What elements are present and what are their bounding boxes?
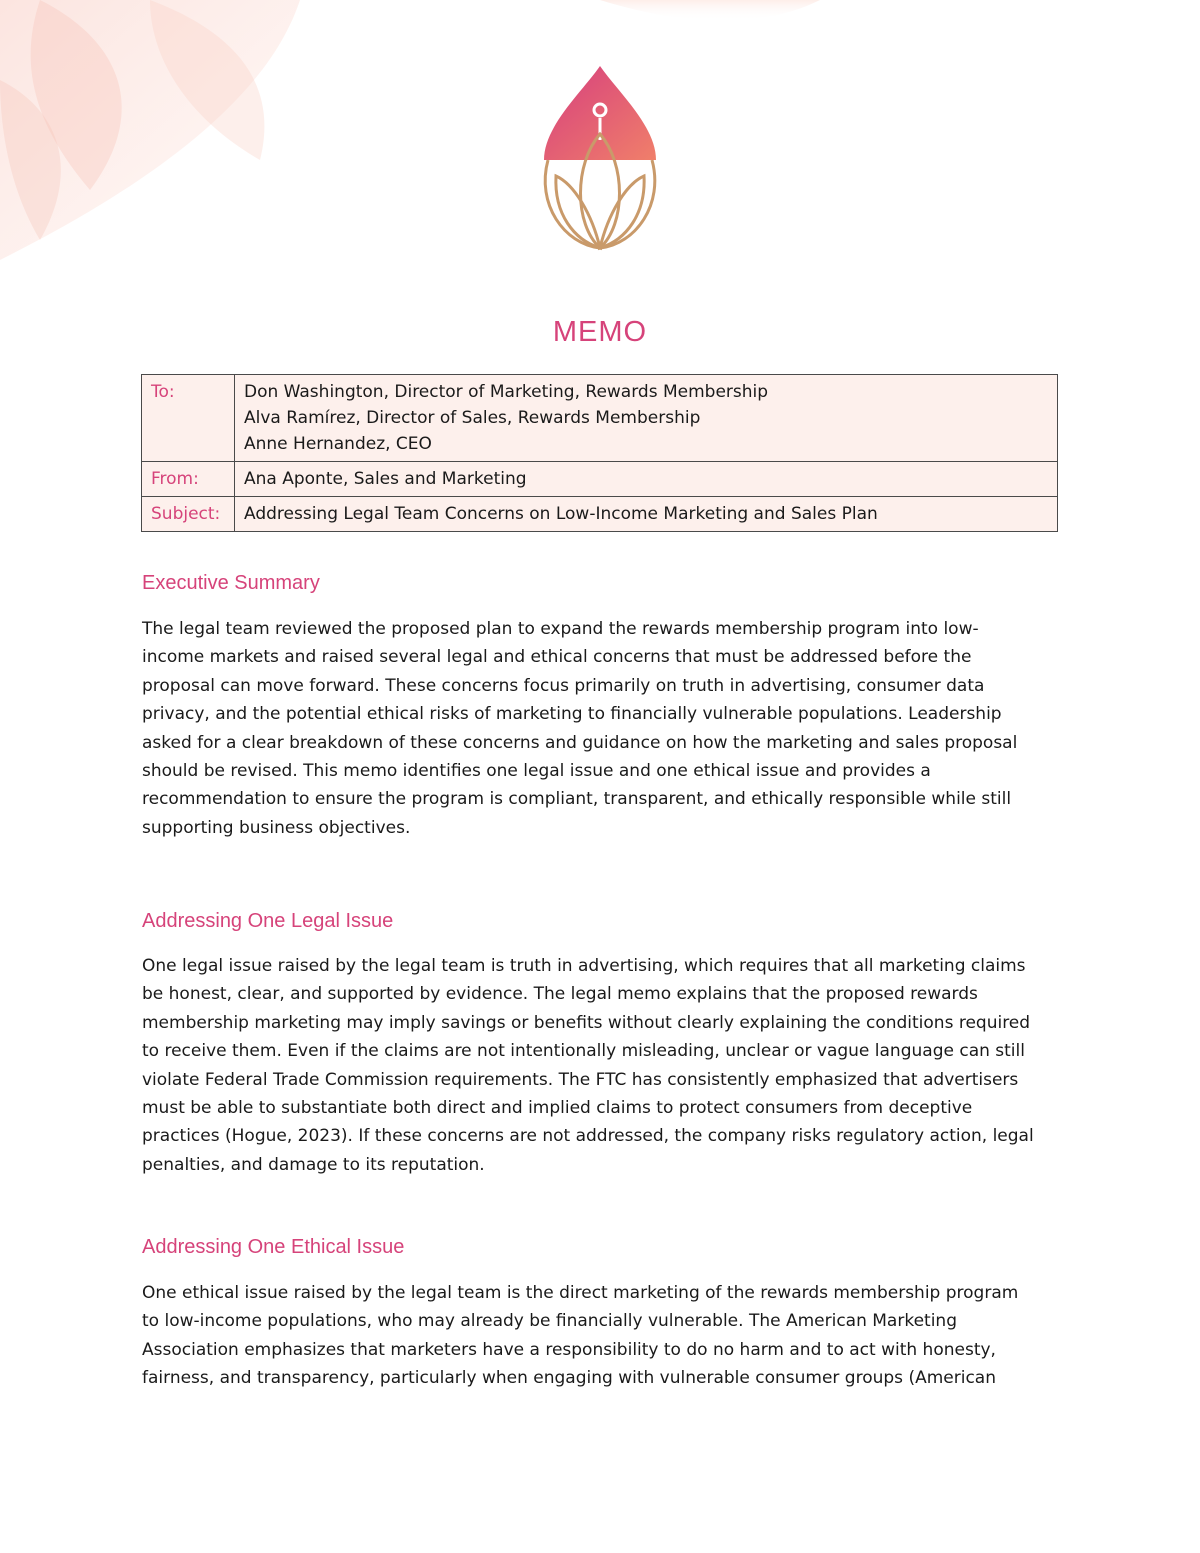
text-line: supporting business objectives. [142,817,411,838]
text-line: membership marketing may imply savings or benefits without clearly explaining the conditions required [142,1012,1031,1033]
from-label: From: [142,462,235,497]
recipient-line: Alva Ramírez, Director of Sales, Rewards Membership [244,408,701,428]
text-line: should be revised. This memo identifies one legal issue and one ethical issue and provides a [142,761,931,782]
section-heading-ethical-issue: Addressing One Ethical Issue [142,1236,405,1258]
lotus-drop-logo [534,64,666,252]
text-line: fairness, and transparency, particularly when engaging with vulnerable consumer groups (American [142,1368,996,1389]
section-heading-executive-summary: Executive Summary [142,572,320,594]
text-line: asked for a clear breakdown of these concerns and guidance on how the marketing and sales proposal [142,732,1018,753]
text-line: The legal team reviewed the proposed plan to expand the rewards membership program into low- [142,619,979,639]
recipient-line: Anne Hernandez, CEO [244,434,432,454]
lotus-right-petal [600,176,644,248]
section-body-ethical-issue [142,1279,1058,1393]
lotus-outer-right [600,160,655,248]
text-line: One ethical issue raised by the legal team is the direct marketing of the rewards membership program [142,1283,1019,1303]
memo-title: MEMO [552,316,648,348]
text-line: penalties, and damage to its reputation. [142,1154,485,1175]
recipient-line: Don Washington, Director of Marketing, Rewards Membership [244,382,769,402]
text-line: One legal issue raised by the legal team is truth in advertising, which requires that all marketing claims [142,956,1026,976]
text-line: proposal can move forward. These concerns focus primarily on truth in advertising, consumer data [142,675,985,696]
lotus-outer-left [545,160,600,248]
text-line: privacy, and the potential ethical risks of marketing to financially vulnerable populations. Leadership [142,704,1002,725]
to-label: To: [142,375,235,462]
subject-value: Addressing Legal Team Concerns on Low-Income Marketing and Sales Plan [235,497,1058,532]
petal-shape [0,80,61,240]
text-line: must be able to substantiate both direct and implied claims to protect consumers from deceptive [142,1098,973,1119]
text-line: be honest, clear, and supported by evidence. The legal memo explains that the proposed rewards [142,984,978,1005]
text-line: Association emphasizes that marketers have a responsibility to do no harm and to act with honesty, [142,1339,996,1360]
text-line: income markets and raised several legal and ethical concerns that must be addressed before the [142,647,972,668]
drop-shape [544,66,656,160]
from-row [142,462,1058,497]
from-value: Ana Aponte, Sales and Marketing [235,462,1058,497]
petal-shape [600,0,820,21]
text-line: violate Federal Trade Commission requirements. The FTC has consistently emphasized that advertisers [142,1069,1019,1090]
text-line: to low-income populations, who may already be financially vulnerable. The American Marketing [142,1311,957,1332]
subject-row [142,497,1058,532]
lotus-left-petal [556,176,600,248]
petal-shape [0,0,300,260]
to-row [142,375,1058,462]
section-body-legal-issue [142,952,1058,1179]
text-line: recommendation to ensure the program is compliant, transparent, and ethically responsible while still [142,789,1012,810]
text-line: practices (Hogue, 2023). If these concerns are not addressed, the company risks regulatory action, legal [142,1126,1034,1147]
petal-shape [31,0,122,190]
subject-label: Subject: [142,497,235,532]
petal-shape [150,0,264,160]
memo-header-table [141,374,1058,532]
section-body-executive-summary [142,615,1058,842]
to-value [235,375,1058,462]
section-heading-legal-issue: Addressing One Legal Issue [142,910,394,932]
text-line: to receive them. Even if the claims are not intentionally misleading, unclear or vague language can still [142,1041,1025,1062]
